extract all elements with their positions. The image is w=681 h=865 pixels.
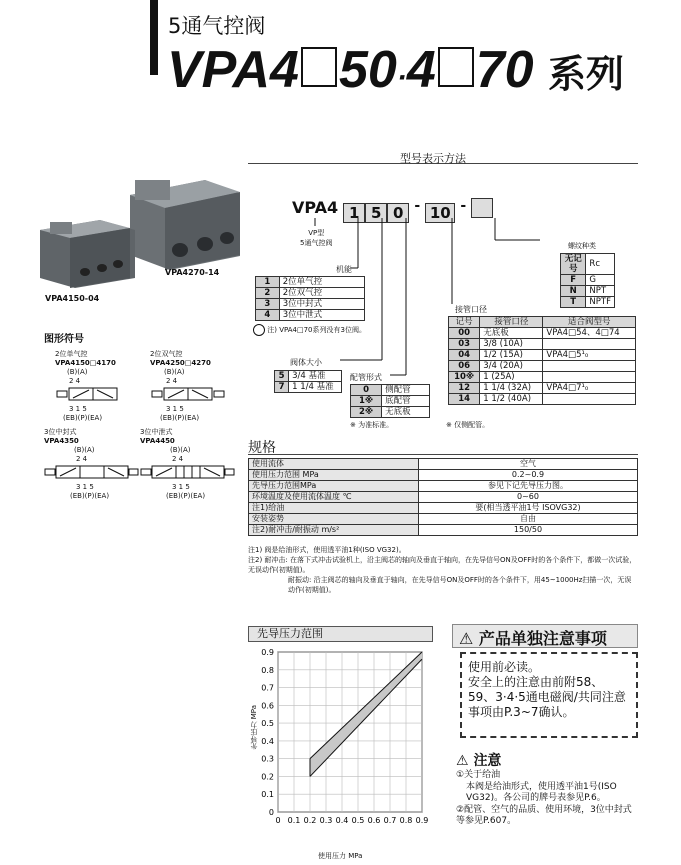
port-row [449,361,636,372]
port-table [448,316,636,405]
spec-cell: 安装姿势 [249,514,419,525]
chart-x-tick-label: 0.8 [399,816,413,825]
pilot-pressure-chart [240,642,440,842]
port-cell: VPA4□54、4□74 [543,328,636,339]
function-row [256,310,365,321]
chart-x-tick-label: 0.6 [367,816,381,825]
function-cell: 3 [256,299,280,310]
port-cell: 1/2 (15A) [480,350,543,361]
model-code-dash-2: - [460,198,467,214]
thread-row [561,275,615,286]
port-cell: 06 [449,361,480,372]
symbol-3-valve-icon [44,464,139,480]
chart-title: 先导压力范围 [248,626,433,642]
model-code-prefix: VPA4 [292,198,339,217]
chart-y-tick-label: 0.2 [261,772,274,782]
port-cell: VPA4□7¹₀ [543,383,636,394]
valve-large-image [130,180,240,270]
spec-note-1: 注1) 阀是给油形式，使用透平油1种(ISO VG32)。 [248,546,406,554]
thread-row [561,286,615,297]
caution-title [456,750,501,770]
chart-y-tick-label: 0 [268,808,274,817]
symbol-4-port-top: (B)(A) [170,446,191,454]
body-size-cell: 7 [275,382,289,393]
piping-cell: 无底板 [382,407,430,418]
spec-note-3: 耐振动: 沿主阀芯的轴向及垂直于轴向，在先导信号ON及OFF时的各个条件下，用45~1000Hz扫描一次，无误动作(初期值)。 [288,576,632,594]
chart-y-tick-label: 0.8 [261,665,274,675]
chart-y-tick-label: 0.4 [261,736,274,746]
title-suffix: 70 [475,41,534,99]
port-row [449,339,636,350]
symbol-4 [140,428,240,501]
spec-cell: 要(相当透平油1号 ISOVG32) [418,503,637,514]
port-cell: 1 1/2 (40A) [480,394,543,405]
chart-ylabel: 先导压力 MPa [250,705,258,750]
spec-row [249,503,638,514]
model-code-body: 5 [365,203,387,223]
thread-cell: T [561,297,586,308]
port-cell: 10※ [449,372,480,383]
piping-cell: 2※ [351,407,382,418]
port-cell: 1 (25A) [480,372,543,383]
chart-x-tick-label: 0.5 [351,816,365,825]
port-cell: 14 [449,394,480,405]
caution-title-text: 注意 [473,753,502,769]
body-size-cell: 3/4 基准 [289,371,342,382]
symbol-1-type: 2位单气控 [55,350,88,358]
piping-cell: 侧配管 [382,385,430,396]
spec-cell: 环境温度及使用流体温度 ℃ [249,492,419,503]
valve-small-image [40,220,135,288]
warning-header [452,624,638,648]
model-code-piping: 0 [387,203,409,223]
caution-item-1-body: 本阀是给油形式，使用透平油1号(ISO VG32)。各公司的牌号表参见P.6。 [466,781,617,803]
model-code-function: 1 [343,203,365,223]
function-note-text: 注) VPA4□70系列没有3位阀。 [267,326,366,334]
function-row [256,288,365,299]
warning-box [460,652,638,738]
body-size-row [275,371,342,382]
port-header-code: 记号 [449,317,480,328]
warning-head-text: 产品单独注意事项 [478,629,607,648]
symbol-1-port-bottom: (EB)(P)(EA) [63,414,103,422]
spec-cell: 0~60 [418,492,637,503]
symbol-3-port-bottom: (EB)(P)(EA) [70,492,110,500]
spec-table [248,458,638,536]
chart-y-tick-label: 0.6 [261,701,274,711]
page-subtitle: 5通气控阀 [168,14,266,38]
symbol-4-bottom-nums: 3 1 5 [172,483,190,491]
symbols-title: 图形符号 [44,334,84,345]
symbol-4-model: VPA4450 [140,437,175,445]
model-code-dash: - [414,198,421,214]
symbol-2-model: VPA4250□4270 [150,359,211,367]
chart-x-tick-label: 0.4 [335,816,349,825]
body-size-cell: 5 [275,371,289,382]
vp-label-sub: 5通气控阀 [300,239,333,247]
port-cell: 03 [449,339,480,350]
chart-x-tick-label: 0.9 [415,816,429,825]
chart-x-tick-label: 0.3 [319,816,333,825]
thread-cell: Rc [586,254,615,275]
spec-cell: 0.2~0.9 [418,470,637,481]
thread-cell: F [561,275,586,286]
port-cell [543,339,636,350]
function-row [256,299,365,310]
function-cell: 4 [256,310,280,321]
spec-cell: 先导压力范围MPa [249,481,419,492]
function-row [256,277,365,288]
symbol-1-bottom-nums: 3 1 5 [69,405,87,413]
port-cell [543,372,636,383]
symbol-4-valve-icon [140,464,235,480]
title-series: 系列 [548,52,625,96]
title-mid1: 50 [338,41,397,99]
title-mid2: 4 [406,41,436,99]
vp-label [300,228,332,248]
function-cell: 1 [256,277,280,288]
spec-row [249,514,638,525]
thread-table [560,253,615,308]
port-note: ※ 仅侧配管。 [446,421,490,429]
symbol-2-type: 2位双气控 [150,350,183,358]
note-magnifier-icon [253,324,265,336]
piping-title: 配管形式 [350,373,382,382]
thread-cell: 无记号 [561,254,586,275]
port-row [449,328,636,339]
symbol-3-bottom-nums: 3 1 5 [76,483,94,491]
function-cell: 2 [256,288,280,299]
body-size-row [275,382,342,393]
symbol-2-port-bottom: (EB)(P)(EA) [160,414,200,422]
title-prefix: VPA4 [167,41,299,99]
chart-y-tick-label: 0.7 [261,683,274,693]
page-title [167,40,624,100]
spec-cell: 使用流体 [249,459,419,470]
symbol-1-port-top: (B)(A) [67,368,88,376]
symbol-3-type: 3位中封式 [44,428,77,436]
symbol-2-valve-icon [150,386,225,402]
port-row [449,394,636,405]
thread-cell: N [561,286,586,297]
port-cell: 12 [449,383,480,394]
piping-table [350,384,430,418]
warning-triangle-icon: ⚠ [459,629,474,648]
title-blank-box-2 [438,47,474,87]
symbol-4-port-bottom: (EB)(P)(EA) [166,492,206,500]
spec-cell: 150/50 [418,525,637,536]
chart-x-tick-label: 0 [275,816,281,825]
chart-xlabel: 使用压力 MPa [318,852,363,860]
chart-x-tick-label: 0.2 [303,816,317,825]
body-size-title: 阀体大小 [290,358,322,367]
piping-cell: 底配管 [382,396,430,407]
symbol-3-port-top: (B)(A) [74,446,95,454]
model-code-thread [471,198,493,218]
port-row [449,383,636,394]
port-cell: 00 [449,328,480,339]
symbol-1-valve-icon [55,386,125,402]
caution-body [456,770,640,828]
port-header-size: 接管口径 [480,317,543,328]
function-cell: 3位中泄式 [279,310,364,321]
symbol-2-bottom-nums: 3 1 5 [166,405,184,413]
port-cell [543,394,636,405]
chart-area-band [310,652,422,776]
port-header-valve: 适合阀型号 [543,317,636,328]
port-row [449,350,636,361]
spec-divider [248,454,638,455]
warning-line-1: 使用前必读。 [468,660,541,674]
symbol-1 [55,350,145,423]
chart-y-tick-label: 0.5 [261,719,274,729]
spec-row [249,492,638,503]
thread-row [561,297,615,308]
spec-title: 规格 [248,440,276,456]
function-cell: 2位单气控 [279,277,364,288]
chart-y-tick-label: 0.9 [261,648,274,657]
thread-cell: G [586,275,615,286]
thread-cell: NPT [586,286,615,297]
piping-row [351,396,430,407]
spec-cell: 空气 [418,459,637,470]
spec-row [249,470,638,481]
chart-x-tick-label: 0.7 [383,816,397,825]
symbol-2 [150,350,245,423]
model-code-port: 10 [425,203,455,223]
warning-line-2: 安全上的注意由前附58、59、3·4·5通电磁阀/共同注意事项由P.3~7确认。 [468,675,626,719]
port-cell [543,361,636,372]
spec-note-2: 注2) 耐冲击: 在落下式冲击试验机上，沿主阀芯的轴向及垂直于轴向，在先导信号ON及OFF时的各个条件下，都做一次试验，无误动作(初期值)。 [248,556,637,574]
function-note [253,324,368,336]
function-cell: 3位中封式 [279,299,364,310]
symbol-4-type: 3位中泄式 [140,428,173,436]
thread-cell: NPTF [586,297,615,308]
model-section-title: 型号表示方法 [400,152,466,165]
piping-cell: 0 [351,385,382,396]
spec-row [249,459,638,470]
symbol-3-model: VPA4350 [44,437,79,445]
function-cell: 2位双气控 [279,288,364,299]
symbol-1-top-nums: 2 4 [69,377,81,385]
port-cell: 3/8 (10A) [480,339,543,350]
photo-label-large: VPA4270-14 [165,268,220,277]
spec-cell: 自由 [418,514,637,525]
header-bar [150,0,158,75]
title-blank-box [301,47,337,87]
vp-label-text: VP型 [308,229,325,237]
thread-title: 螺纹种类 [568,242,596,250]
port-cell: 3/4 (20A) [480,361,543,372]
symbol-3 [44,428,144,501]
symbol-1-model: VPA4150□4170 [55,359,116,367]
spec-row [249,481,638,492]
port-cell: 无底板 [480,328,543,339]
title-dot: · [396,61,407,94]
body-size-cell: 1 1/4 基准 [289,382,342,393]
port-cell: 04 [449,350,480,361]
piping-note: ※ 为准标准。 [350,421,394,429]
spec-cell: 注2)耐冲击/耐振动 m/s² [249,525,419,536]
port-cell: 1 1/4 (32A) [480,383,543,394]
chart-x-tick-label: 0.1 [287,816,301,825]
symbol-2-port-top: (B)(A) [164,368,185,376]
body-size-table [274,370,342,393]
symbol-4-top-nums: 2 4 [172,455,184,463]
port-cell: VPA4□5¹₀ [543,350,636,361]
caution-item-2: ②配管、空气的品质、使用环境，3位中封式等参见P.607。 [456,804,632,826]
function-title: 机能 [336,265,352,274]
function-table [255,276,365,321]
piping-row [351,407,430,418]
spec-row [249,525,638,536]
spec-notes [248,545,638,595]
chart-y-tick-label: 0.1 [261,790,274,800]
spec-cell: 注1)给油 [249,503,419,514]
piping-row [351,385,430,396]
symbol-3-top-nums: 2 4 [76,455,88,463]
piping-cell: 1※ [351,396,382,407]
spec-cell: 使用压力范围 MPa [249,470,419,481]
thread-row [561,254,615,275]
port-row [449,372,636,383]
spec-cell: 参见下记先导压力图。 [418,481,637,492]
symbol-2-top-nums: 2 4 [166,377,178,385]
chart-y-tick-label: 0.3 [261,754,274,764]
caution-item-1: ①关于给油 [456,770,501,780]
photo-label-small: VPA4150-04 [45,294,100,303]
port-title: 接管口径 [455,305,487,314]
caution-triangle-icon: ⚠ [456,753,469,769]
